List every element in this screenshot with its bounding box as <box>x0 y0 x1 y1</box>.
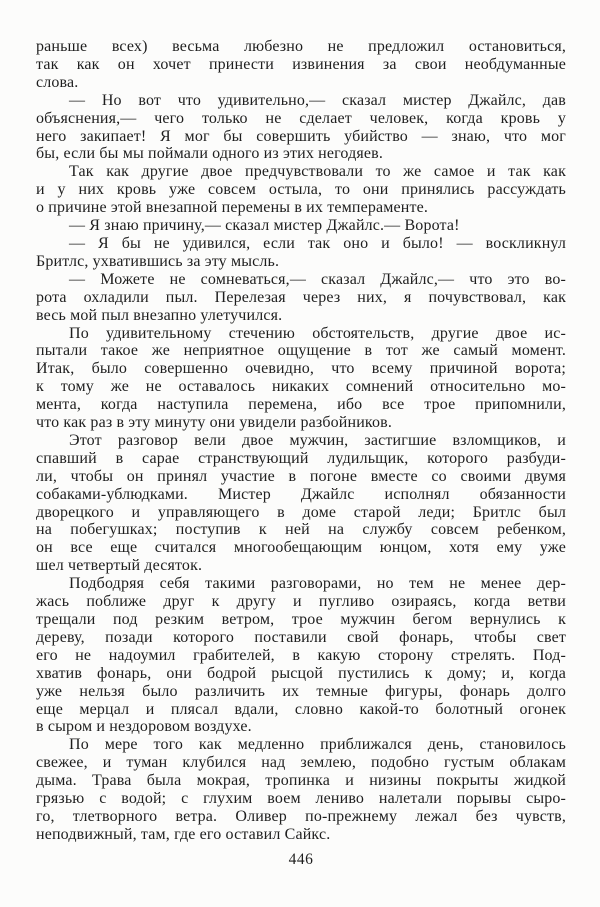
paragraph-10 <box>36 736 566 843</box>
text-line: хватив фонарь, они бодрой рысцой пустились к дому; и, когда <box>36 664 566 682</box>
paragraph-9 <box>36 575 566 736</box>
text-line: весь мой пыл внезапно улетучился. <box>36 306 283 324</box>
text-line: Подбодряя себя такими разговорами, но тем не менее дер- <box>69 575 566 593</box>
text-line: объяснения,— чего только не сделает человек, когда кровь у <box>36 109 566 127</box>
text-line: свежее, и туман клубился над землею, подобно густым облакам <box>36 754 566 772</box>
paragraph-1 <box>36 38 566 92</box>
text-line: трещали под резким ветром, трое мужчин бегом вернулись к <box>36 611 566 628</box>
text-line: — Можете не сомневаться,— сказал Джайлс,— что это во- <box>69 270 566 288</box>
text-line: ли, чтобы он принял участие в погоне вместе со своими двумя <box>36 467 566 485</box>
text-line: — Я бы не удивился, если так оно и было! — воскликнул <box>69 234 566 252</box>
text-line: дереву, позади которого поставили свой фонарь, чтобы свет <box>36 628 566 646</box>
text-line: раньше всех) весьма любезно не предложил остановиться, <box>36 38 566 55</box>
paragraph-3 <box>36 163 566 217</box>
text-line: — Я знаю причину,— сказал мистер Джайлс.— Ворота! <box>69 217 460 235</box>
text-line: мента, когда наступила перемена, ибо все трое припомнили, <box>36 396 566 414</box>
text-line: Этот разговор вели двое мужчин, застигшие взломщиков, и <box>69 431 566 449</box>
text-line: По удивительному стечению обстоятельств, другие двое ис- <box>69 324 566 342</box>
text-line: дыма. Трава была мокрая, тропинка и низины покрыты жидкой <box>36 772 566 790</box>
text-line: слова. <box>36 73 79 91</box>
page-number: 446 <box>288 850 314 868</box>
text-line: По мере того как медленно приближался день, становилось <box>69 736 566 754</box>
text-line: неподвижный, там, где его оставил Сайкс. <box>36 825 331 843</box>
text-line: собаками-ублюдками. Мистер Джайлс исполнял обязанности <box>36 485 566 503</box>
text-line: рота охладили пыл. Перелезая через них, я почувствовал, как <box>36 288 566 306</box>
text-line: дворецкого и управляющего в доме старой леди; Бритлс был <box>36 503 566 521</box>
text-line: так как он хочет принести извинения за свои необдуманные <box>36 55 566 73</box>
paragraph-5 <box>36 235 566 271</box>
text-line: Бритлс, ухватившись за эту мысль. <box>36 252 280 270</box>
text-line: на побегушках; поступив к ней на службу совсем ребенком, <box>36 521 566 539</box>
paragraph-2 <box>36 92 566 164</box>
paragraph-4 <box>36 217 566 235</box>
paragraph-8 <box>36 432 566 575</box>
text-line: него закипает! Я мог бы совершить убийство — знаю, что мог <box>36 127 566 145</box>
text-line: шел четвертый десяток. <box>36 557 203 575</box>
paragraph-6 <box>36 271 566 325</box>
text-line: его не надоумил грабителей, в какую сторону стрелять. Под- <box>36 646 566 664</box>
text-line: о причине этой внезапной перемены в их темпераменте. <box>36 199 429 217</box>
text-line: Итак, было совершенно очевидно, что всему причиной ворота; <box>36 360 566 378</box>
text-line: — Но вот что удивительно,— сказал мистер Джайлс, дав <box>69 91 566 109</box>
text-line: к тому же не оставалось никаких сомнений относительно мо- <box>36 378 566 396</box>
text-line: что как раз в эту минуту они увидели разбойников. <box>36 414 393 432</box>
text-line: спавший в сарае странствующий лудильщик, которого разбуди- <box>36 449 566 467</box>
text-line: жась поближе друг к другу и пугливо озираясь, когда ветви <box>36 593 566 611</box>
text-line: уже нельзя было различить их темные фигуры, фонарь долго <box>36 682 566 700</box>
text-line: и у них кровь уже совсем остыла, то они принялись рассуждать <box>36 181 566 199</box>
text-column <box>36 38 566 844</box>
text-line: в сыром и нездоровом воздухе. <box>36 718 252 736</box>
text-line: пытали такое же неприятное ощущение в тот же самый момент. <box>36 342 566 360</box>
text-line: еще мерцал и плясал вдали, словно какой-то болотный огонек <box>36 700 566 718</box>
text-line: го, тлетворного ветра. Оливер по-прежнему лежал без чувств, <box>36 807 566 825</box>
text-line: он все еще считался многообещающим юнцом, хотя ему уже <box>36 539 566 557</box>
paragraph-7 <box>36 325 566 432</box>
text-line: грязью с водой; с глухим воем лениво налетали порывы сыро- <box>36 790 566 808</box>
text-line: Так как другие двое предчувствовали то же самое и так как <box>69 163 566 181</box>
text-line: бы, если бы мы поймали одного из этих негодяев. <box>36 145 384 163</box>
